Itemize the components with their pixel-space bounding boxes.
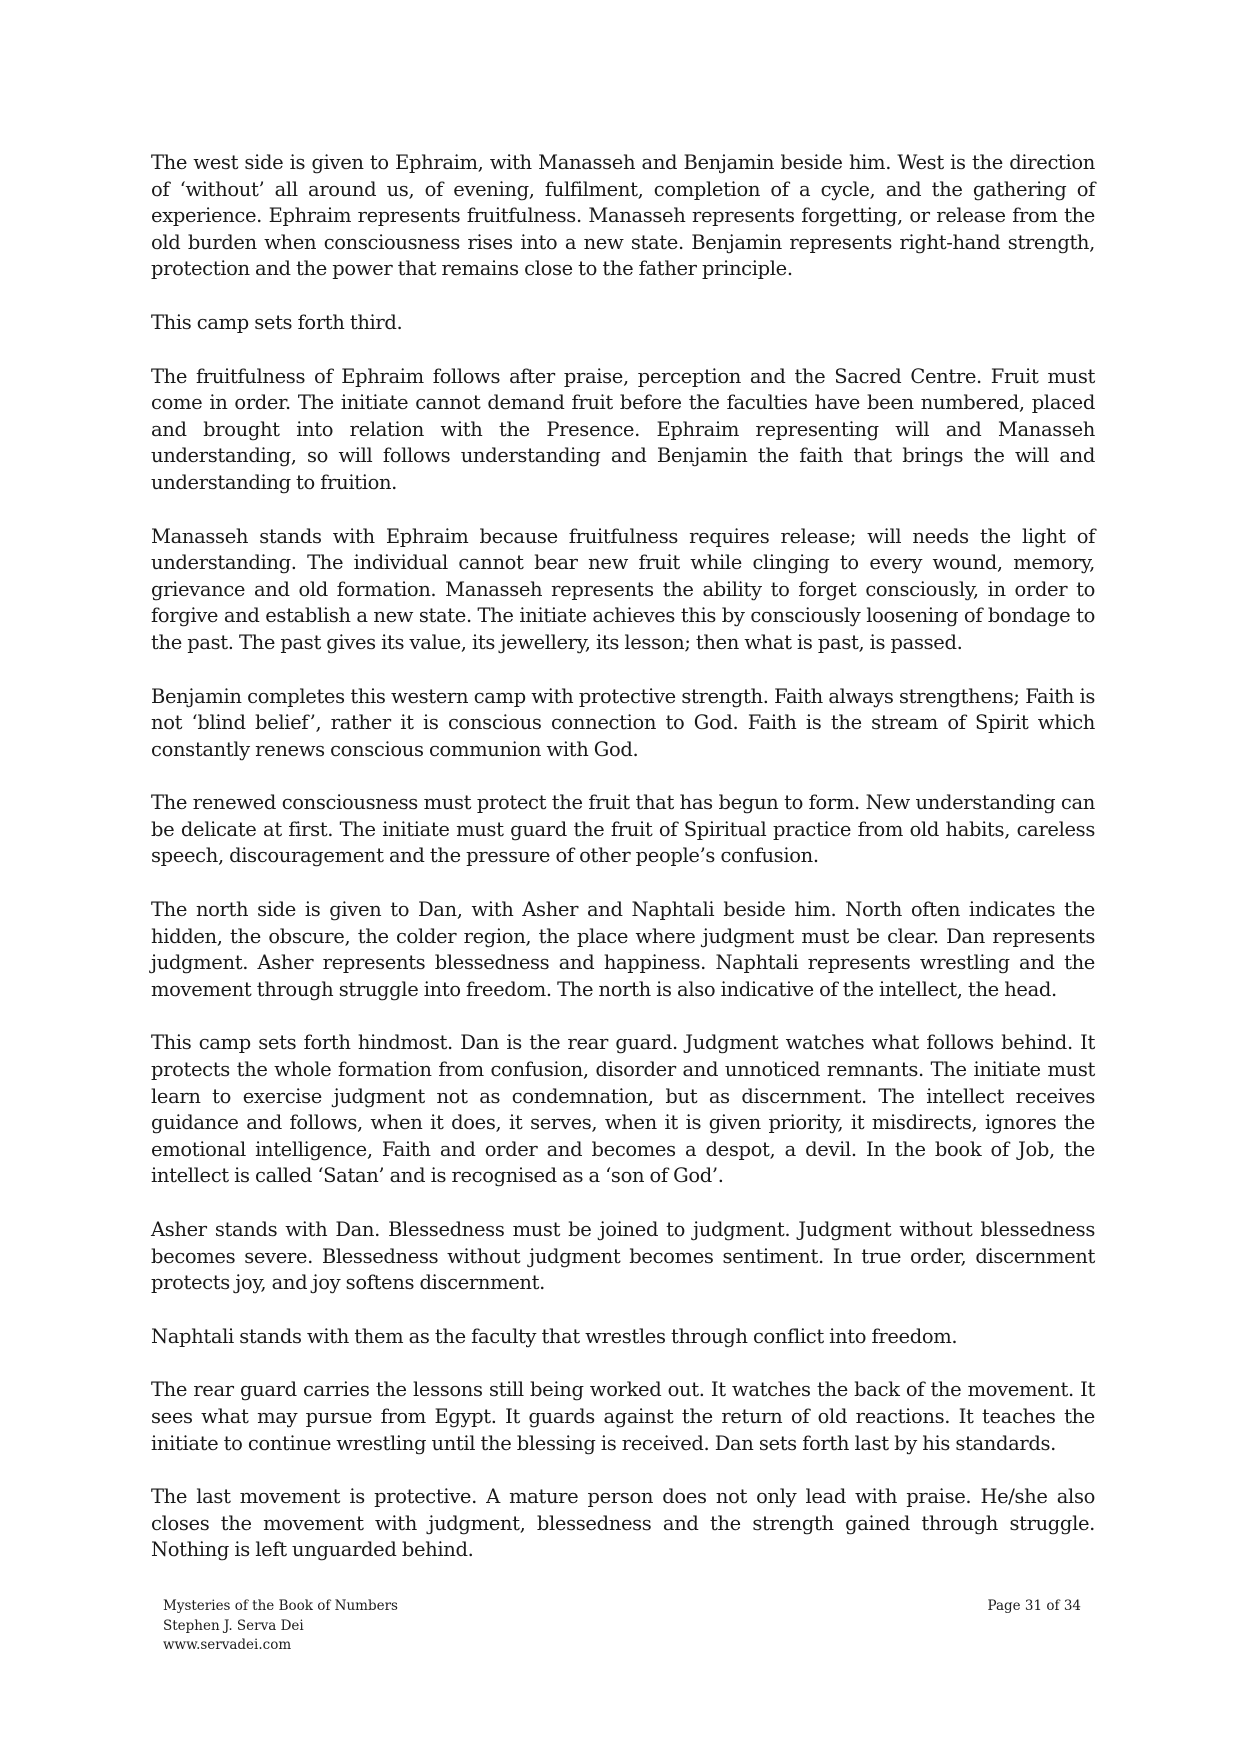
paragraph-benjamin: Benjamin completes this western camp with protective strength. Faith always strengthens; Faith is not ‘blind belief’, rather it is conscious connection to God. Faith is the stream of Spirit which constantly renews conscious communion with God. [151,684,1095,761]
paragraph-manasseh: Manasseh stands with Ephraim because fruitfulness requires release; will needs the light of understanding. The individual cannot bear new fruit while clinging to every wound, memory, grievance and old formation. Manasseh represents the ability to forget consciously, in order to forgive and establish a new state. The initiate achieves this by consciously loosening of bondage to the past. The past gives its value, its jewellery, its lesson; then what is past, is passed. [151,524,1095,654]
document-body [151,150,1095,1591]
paragraph-last-movement: The last movement is protective. A mature person does not only lead with praise. He/she also closes the movement with judgment, blessedness and the strength gained through struggle. Nothing is left unguarded behind. [151,1485,1095,1562]
page-number: Page 31 of 34 [987,1598,1081,1614]
footer-author: Stephen J. Serva Dei [163,1617,304,1634]
paragraph-naphtali: Naphtali stands with them as the faculty that wrestles through conflict into freedom. [151,1324,958,1348]
footer-website-link[interactable]: www.servadei.com [163,1637,292,1653]
footer-book-title: Mysteries of the Book of Numbers [163,1598,398,1614]
footer-info [163,1597,398,1656]
paragraph-fruitfulness-ephraim: The fruitfulness of Ephraim follows after praise, perception and the Sacred Centre. Fruit must come in order. The initiate cannot demand fruit before the faculties have been numbered, placed and brought into relation with the Presence. Ephraim representing will and Manasseh understanding, so will follows understanding and Benjamin the faith that brings the will and understanding to fruition. [151,364,1095,494]
paragraph-asher: Asher stands with Dan. Blessedness must be joined to judgment. Judgment without blessedness becomes severe. Blessedness without judgment becomes sentiment. In true order, discernment protects joy, and joy softens discernment. [151,1218,1095,1295]
paragraph-camp-third: This camp sets forth third. [151,310,403,334]
paragraph-rear-guard: The rear guard carries the lessons still being worked out. It watches the back of the movement. It sees what may pursue from Egypt. It guards against the return of old reactions. It teaches the initiate to continue wrestling until the blessing is received. Dan sets forth last by his standards. [151,1378,1095,1455]
paragraph-renewed-consciousness: The renewed consciousness must protect the fruit that has begun to form. New understanding can be delicate at first. The initiate must guard the fruit of Spiritual practice from old habits, careless speech, discouragement and the pressure of other people’s confusion. [151,791,1095,868]
paragraph-camp-hindmost: This camp sets forth hindmost. Dan is the rear guard. Judgment watches what follows behind. It protects the whole formation from confusion, disorder and unnoticed remnants. The initiate must learn to exercise judgment not as condemnation, but as discernment. The intellect receives guidance and follows, when it does, it serves, when it is given priority, it misdirects, ignores the emotional intelligence, Faith and order and becomes a despot, a devil. In the book of Job, the intellect is called ‘Satan’ and is recognised as a ‘son of God’. [151,1031,1095,1188]
paragraph-west-side: The west side is given to Ephraim, with Manasseh and Benjamin beside him. West is the direction of ‘without’ all around us, of evening, fulfilment, completion of a cycle, and the gathering of experience. Ephraim represents fruitfulness. Manasseh represents forgetting, or release from the old burden when consciousness rises into a new state. Benjamin represents right-hand strength, protection and the power that remains close to the father principle. [151,151,1095,281]
paragraph-north-side: The north side is given to Dan, with Asher and Naphtali beside him. North often indicates the hidden, the obscure, the colder region, the place where judgment must be clear. Dan represents judgment. Asher represents blessedness and happiness. Naphtali represents wrestling and the movement through struggle into freedom. The north is also indicative of the intellect, the head. [151,898,1095,1001]
